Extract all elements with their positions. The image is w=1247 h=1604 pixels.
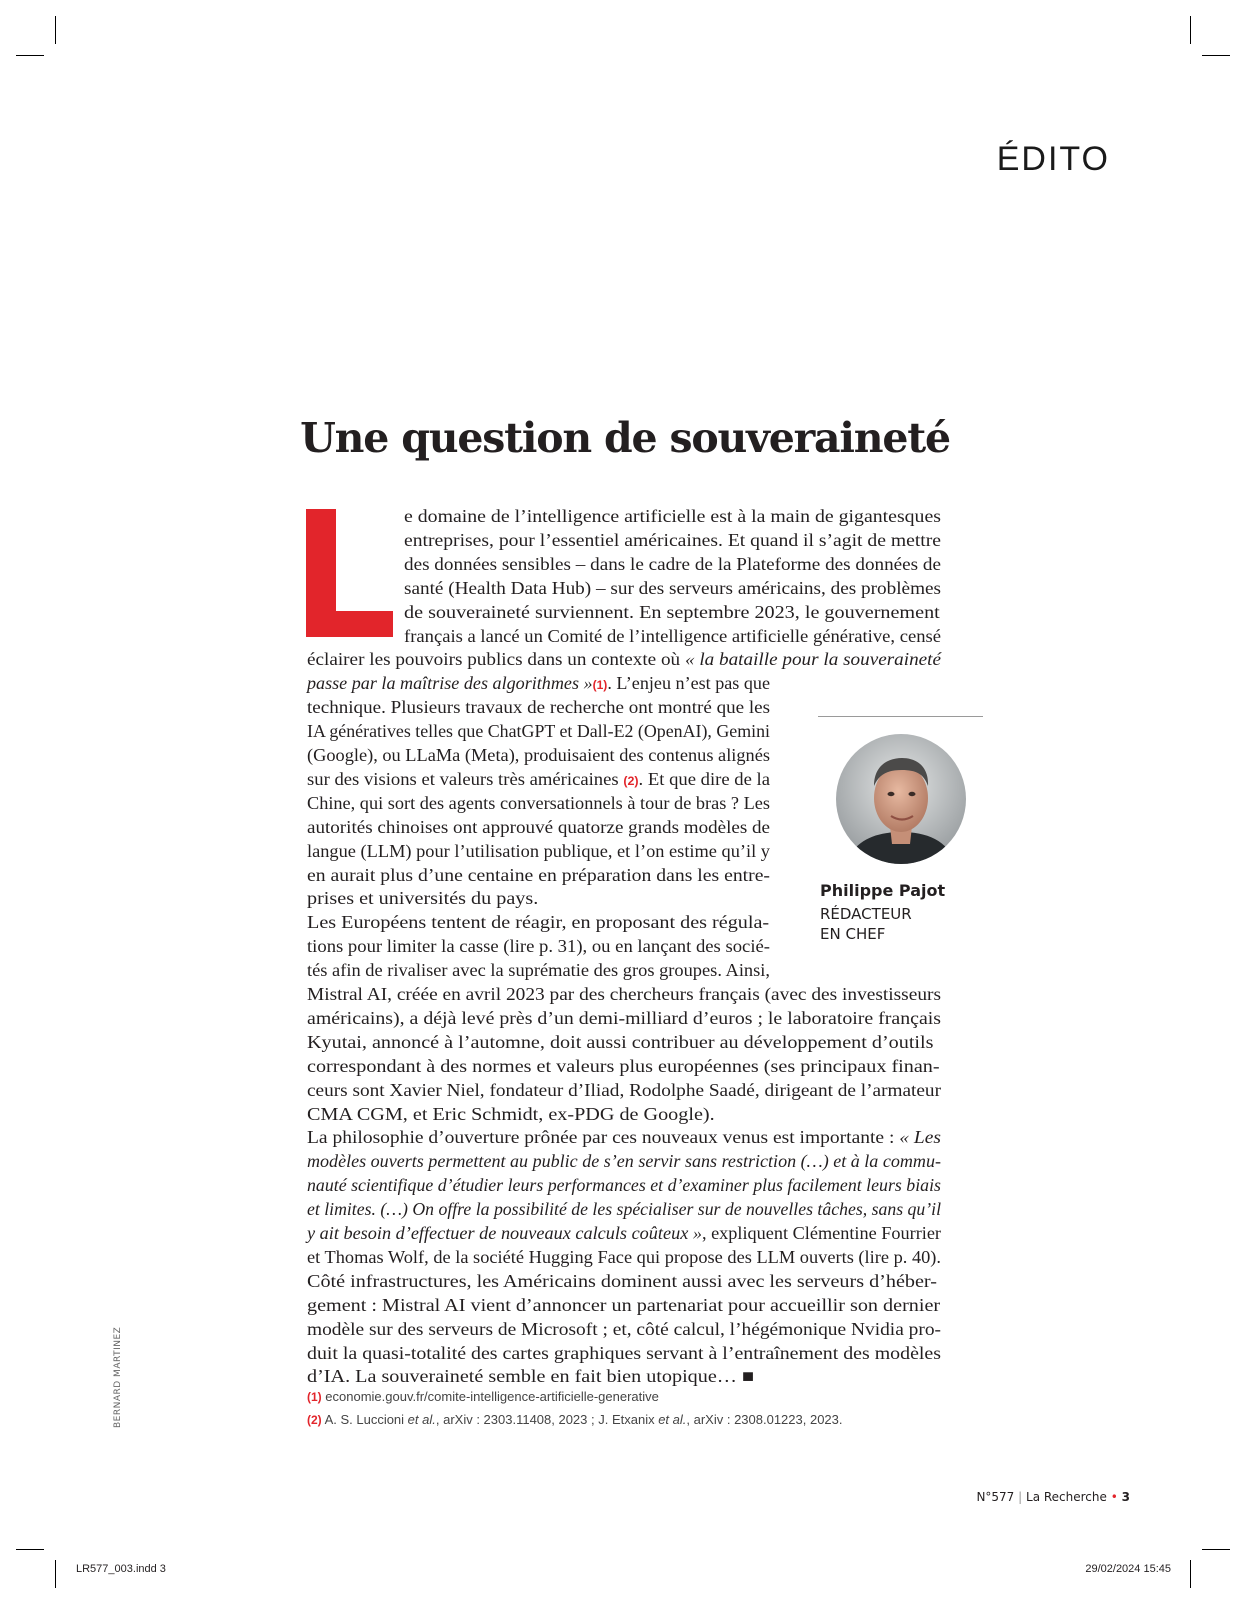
footnote-ref: (1): [592, 678, 608, 693]
text-line: [307, 719, 770, 743]
text-run: e domaine de l’intelligence artificielle est à la main de gigantesques: [404, 506, 941, 526]
crop-mark: [1190, 16, 1191, 44]
crop-mark: [1190, 1560, 1191, 1588]
crop-mark: [1202, 1549, 1230, 1550]
text-line: [307, 910, 769, 934]
text-line: [307, 815, 770, 839]
author-role-line: RÉDACTEUR: [820, 905, 912, 923]
text-run: , arXiv : 2308.01223, 2023.: [686, 1412, 843, 1427]
italic-quote: y ait besoin d’effectuer de nouveaux calculs coûteux »: [307, 1223, 702, 1243]
author-portrait: [836, 734, 966, 864]
text-run: , arXiv : 2303.11408, 2023 ; J. Etxanix: [435, 1412, 659, 1427]
text-line: [404, 552, 941, 576]
crop-mark: [1202, 55, 1230, 56]
print-file-name: LR577_003.indd 3: [76, 1563, 166, 1575]
italic-quote: « la bataille pour la souveraineté: [684, 649, 942, 670]
section-bar: [998, 180, 1107, 197]
text-run: (Google), ou LLaMa (Meta), produisaient des contenus alignés: [307, 745, 771, 765]
drop-cap: [306, 509, 393, 637]
section-label: ÉDITO: [996, 140, 1110, 178]
text-run: ceurs sont Xavier Niel, fondateur d’Iliad, Rodolphe Saadé, dirigeant de l’armateur: [307, 1079, 941, 1100]
text-run: modèle sur des serveurs de Microsoft ; et, côté calcul, l’hégémonique Nvidia pro-: [307, 1318, 942, 1339]
text-line: [307, 671, 770, 697]
text-line: [307, 1006, 941, 1030]
crop-mark: [16, 1549, 44, 1550]
text-line: [307, 863, 770, 887]
text-run: santé (Health Data Hub) – sur des serveurs américains, des problèmes: [404, 577, 942, 598]
page-number: 3: [1121, 1490, 1130, 1504]
page-folio: N°577 | La Recherche • 3: [976, 1490, 1130, 1504]
text-line: [307, 1341, 941, 1365]
text-run: La philosophie d’ouverture prônée par ces nouveaux venus est importante :: [307, 1127, 900, 1148]
photo-credit: BERNARD MARTINEZ: [113, 1326, 123, 1428]
issue-number: N°577: [976, 1490, 1015, 1504]
text-line: [307, 886, 538, 910]
text-run: d’IA. La souveraineté semble en fait bien utopique… ■: [307, 1366, 755, 1387]
italic-quote: modèles ouverts permettent au public de s’en servir sans restriction (…) et à la commu-: [307, 1151, 941, 1172]
text-line: [307, 743, 770, 767]
text-run: duit la quasi-totalité des cartes graphiques servant à l’entraînement des modèles: [307, 1342, 942, 1363]
text-run: Kyutai, annoncé à l’automne, doit aussi contribuer au développement d’outils: [307, 1031, 934, 1052]
text-run: tions pour limiter la casse (lire p. 31), ou en lançant des socié-: [307, 936, 771, 957]
text-run: autorités chinoises ont approuvé quatorze grands modèles de: [307, 816, 771, 837]
text-run: A. S. Luccioni: [321, 1412, 408, 1427]
drop-cap-glyph: [306, 509, 393, 637]
crop-mark: [55, 16, 56, 44]
crop-mark: [16, 55, 44, 56]
crop-mark: [55, 1560, 56, 1588]
publication-name: La Recherche: [1026, 1490, 1107, 1504]
footnote-ref: (2): [307, 1413, 322, 1427]
text-line: [307, 1269, 937, 1293]
text-line: [307, 1197, 941, 1221]
text-line: [404, 600, 940, 624]
text-run: en aurait plus d’une centaine en préparation dans les entre-: [307, 864, 770, 885]
text-line: [307, 934, 770, 958]
text-run: technique. Plusieurs travaux de recherche ont montré que les: [307, 697, 771, 718]
footnote-ref: (1): [307, 1390, 322, 1404]
text-run: sur des visions et valeurs très américaines: [307, 768, 624, 789]
text-run: et Thomas Wolf, de la société Hugging Face qui propose des LLM ouverts (lire p. 40).: [307, 1246, 941, 1267]
text-line: [404, 624, 941, 648]
italic-text: et al.: [658, 1412, 687, 1427]
text-run: correspondant à des normes et valeurs plus européennes (ses principaux finan-: [307, 1055, 940, 1076]
text-line: [307, 1317, 941, 1341]
text-run: , expliquent Clémentine Fourrier: [701, 1223, 942, 1243]
text-run: français a lancé un Comité de l’intelligence artificielle générative, censé: [404, 625, 942, 646]
footnote: [307, 1389, 659, 1404]
text-run: entreprises, pour l’essentiel américaines. Et quand il s’agit de mettre: [404, 529, 941, 550]
text-run: américains), a déjà levé près d’un demi-milliard d’euros ; le laboratoire français: [307, 1007, 942, 1028]
text-run: Côté infrastructures, les Américains dominent aussi avec les serveurs d’héber-: [307, 1270, 937, 1291]
text-line: [307, 958, 770, 982]
text-line: [307, 647, 941, 671]
text-line: [307, 1125, 941, 1149]
text-line: [404, 528, 941, 552]
text-run: Chine, qui sort des agents conversationnels à tour de bras ? Les: [307, 792, 771, 813]
text-line: [307, 1149, 941, 1173]
text-run: prises et universités du pays.: [307, 888, 539, 909]
text-run: . Et que dire de la: [638, 768, 771, 789]
italic-quote: et limites. (…) On offre la possibilité de les spécialiser sur de nouvelles tâches, sans qu’il: [307, 1199, 942, 1220]
text-line: [307, 1078, 941, 1102]
text-run: . L’enjeu n’est pas que: [607, 673, 771, 694]
italic-quote: nauté scientifique d’étudier leurs performances et d’examiner plus facilement leurs biais: [307, 1175, 941, 1196]
text-run: Les Européens tentent de réagir, en proposant des régula-: [307, 912, 770, 933]
author-separator: [818, 716, 983, 717]
print-datetime: 29/02/2024 15:45: [1085, 1563, 1171, 1575]
author-role-line: EN CHEF: [820, 925, 886, 943]
italic-text: et al.: [407, 1412, 436, 1427]
text-line: [307, 1173, 941, 1197]
text-run: IA génératives telles que ChatGPT et Dall-E2 (OpenAI), Gemini: [307, 721, 771, 742]
text-run: éclairer les pouvoirs publics dans un contexte où: [307, 649, 685, 670]
author-name: Philippe Pajot: [820, 881, 946, 900]
text-line: [307, 982, 941, 1006]
text-line: [307, 791, 770, 815]
text-run: de souveraineté surviennent. En septembre 2023, le gouvernement: [404, 601, 940, 622]
text-line: [307, 1054, 940, 1078]
text-line: [307, 1364, 754, 1388]
text-line: [404, 576, 941, 600]
footnote: [307, 1412, 843, 1427]
text-run: des données sensibles – dans le cadre de la Plateforme des données de: [404, 553, 942, 574]
author-role: [820, 904, 960, 944]
text-line: [307, 1293, 940, 1317]
italic-quote: passe par la maîtrise des algorithmes »: [307, 673, 593, 694]
text-run: Mistral AI, créée en avril 2023 par des chercheurs français (avec des investisseurs: [307, 984, 941, 1004]
text-line: [307, 767, 770, 793]
text-line: [307, 839, 770, 863]
text-line: [307, 1030, 933, 1054]
text-run: tés afin de rivaliser avec la suprématie des gros groupes. Ainsi,: [307, 960, 771, 981]
portrait-image: [836, 734, 966, 864]
italic-quote: « Les: [899, 1127, 942, 1148]
text-run: langue (LLM) pour l’utilisation publique, et l’on estime qu’il y: [307, 840, 771, 861]
text-line: [307, 1245, 941, 1269]
text-line: [307, 1221, 941, 1245]
text-line: [404, 504, 941, 528]
text-line: [307, 1102, 715, 1126]
footnote-ref: (2): [623, 773, 639, 788]
text-run: gement : Mistral AI vient d’annoncer un partenariat pour accueillir son dernier: [307, 1294, 941, 1315]
text-run: economie.gouv.fr/comite-intelligence-artificielle-generative: [321, 1389, 659, 1404]
text-run: CMA CGM, et Eric Schmidt, ex-PDG de Google).: [307, 1103, 715, 1124]
text-line: [307, 695, 770, 719]
article-title: Une question de souveraineté: [300, 414, 950, 462]
